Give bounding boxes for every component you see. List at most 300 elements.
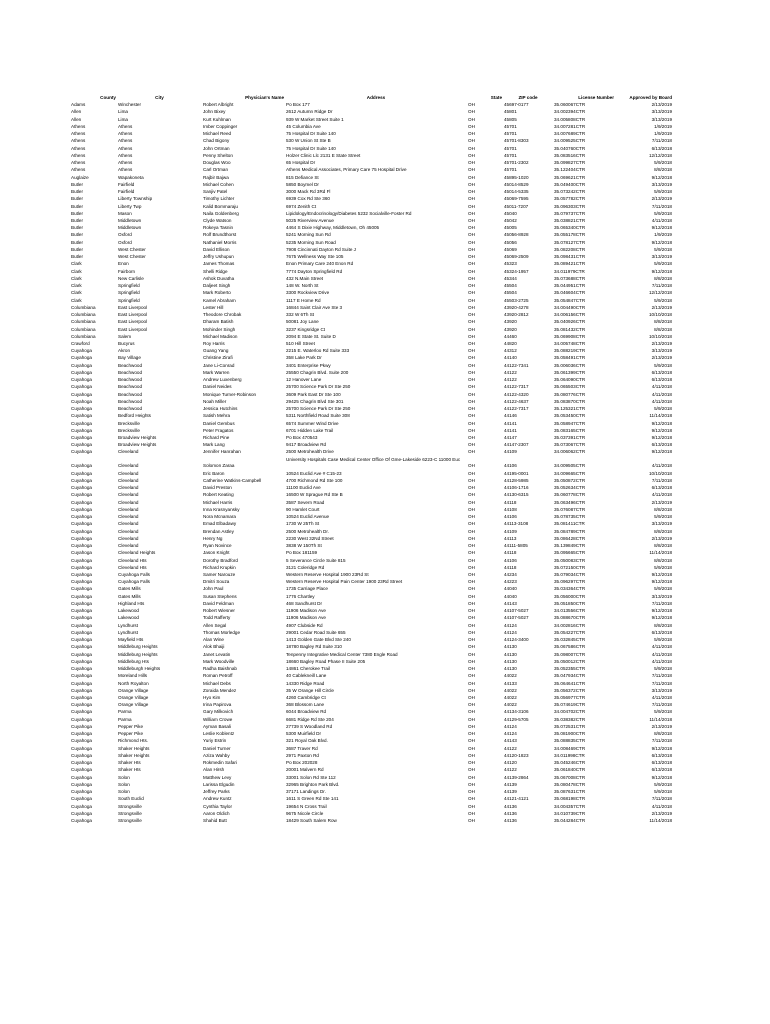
physician-cell: Mark Woodville bbox=[203, 658, 235, 664]
approved-cell: 11/14/2018 bbox=[649, 413, 672, 419]
license-cell: 35.058491CTR bbox=[554, 355, 586, 361]
physician-cell: Dharam Batish bbox=[203, 319, 234, 325]
table-row bbox=[70, 781, 673, 788]
state-cell: OH bbox=[468, 492, 475, 498]
approved-cell: 9/12/2018 bbox=[651, 174, 672, 180]
license-cell: 35.034364CTR bbox=[554, 586, 586, 592]
city-cell: Athens bbox=[118, 152, 133, 158]
physician-cell: Aaron Oldich bbox=[203, 810, 230, 816]
license-cell: 35.081432CTR bbox=[554, 326, 586, 332]
state-cell: OH bbox=[468, 622, 475, 628]
state-cell: OH bbox=[468, 246, 475, 252]
table-row bbox=[70, 680, 673, 687]
physician-cell: Henry Ng bbox=[203, 535, 223, 541]
physician-cell: Brendan Astley bbox=[203, 528, 234, 534]
zip-cell: 44147 bbox=[504, 435, 517, 441]
physician-cell: Robert Keating bbox=[203, 492, 234, 498]
zip-cell: 44108 bbox=[504, 506, 517, 512]
address-cell: 10524 Euclid Avenue bbox=[286, 514, 330, 520]
city-cell: Beachwood bbox=[118, 377, 143, 383]
address-cell: Po Box 202028 bbox=[286, 760, 318, 766]
city-cell: West Chester bbox=[118, 246, 146, 252]
approved-cell: 10/10/2018 bbox=[649, 470, 672, 476]
county-cell: Cuyahoga bbox=[71, 435, 92, 441]
city-cell: Middleburg Hts bbox=[118, 658, 149, 664]
state-cell: OH bbox=[468, 543, 475, 549]
county-cell: Adams bbox=[71, 102, 86, 108]
city-cell: Cleveland bbox=[118, 449, 139, 455]
physician-cell: Naila Goldenberg bbox=[203, 210, 239, 216]
license-cell: 35.098007CTR bbox=[554, 651, 586, 657]
address-cell: 3587 Severn Road bbox=[286, 499, 325, 505]
zip-cell: 44022 bbox=[504, 702, 517, 708]
address-cell: 7774 Dayton Springfield Rd bbox=[286, 268, 343, 274]
city-cell: Bay Village bbox=[118, 355, 141, 361]
approved-cell: 9/12/2018 bbox=[651, 239, 672, 245]
table-row bbox=[70, 607, 673, 614]
address-cell: 75 Hospital Dr Suite 140 bbox=[286, 131, 336, 137]
county-cell: Cuyahoga bbox=[71, 499, 92, 505]
table-row bbox=[70, 795, 673, 802]
state-cell: OH bbox=[468, 261, 475, 267]
county-cell: Cuyahoga bbox=[71, 369, 92, 375]
physician-cell: Allen Segal bbox=[203, 622, 227, 628]
state-cell: OH bbox=[468, 789, 475, 795]
approved-cell: 2/13/2019 bbox=[651, 810, 672, 816]
zip-cell: 45069-2509 bbox=[504, 254, 529, 260]
license-cell: 35.050012CTR bbox=[554, 658, 586, 664]
state-cell: OH bbox=[468, 406, 475, 412]
header-license: License Number bbox=[578, 95, 614, 100]
address-cell: 2230 West 32Nd Street bbox=[286, 535, 334, 541]
zip-cell: 43920-4278 bbox=[504, 304, 529, 310]
physician-cell: Leslie Koblentz bbox=[203, 731, 235, 737]
physician-cell: Clyde Watson bbox=[203, 217, 232, 223]
approved-cell: 4/11/2018 bbox=[651, 694, 672, 700]
zip-cell: 45701 bbox=[504, 167, 517, 173]
license-cell: 35.088835CTR bbox=[554, 738, 586, 744]
approved-cell: 5/9/2018 bbox=[654, 160, 672, 166]
physician-cell: David Preston bbox=[203, 485, 232, 491]
city-cell: Shaker Heights bbox=[118, 745, 150, 751]
approved-cell: 11/14/2018 bbox=[649, 716, 672, 722]
approved-cell: 9/12/2018 bbox=[651, 579, 672, 585]
approved-cell: 7/11/2018 bbox=[651, 673, 672, 679]
table-row bbox=[70, 311, 673, 318]
table-row bbox=[70, 499, 673, 506]
city-cell: Springfield bbox=[118, 290, 140, 296]
table-row bbox=[70, 629, 673, 636]
county-cell: Columbiana bbox=[71, 304, 96, 310]
physician-cell: Irina Papirova bbox=[203, 702, 232, 708]
license-cell: 34.005748CTR bbox=[554, 340, 586, 346]
table-row bbox=[70, 513, 673, 520]
license-cell: 35.064641CTR bbox=[554, 680, 586, 686]
address-cell: Holzer Clinic Llc 2131 E State Street bbox=[286, 152, 361, 158]
physician-cell: Cynthia Taylor bbox=[203, 803, 233, 809]
zip-cell: 44122-7317 bbox=[504, 384, 529, 390]
physician-cell: Jennifer Hanrahan bbox=[203, 449, 241, 455]
approved-cell: 9/12/2018 bbox=[651, 774, 672, 780]
table-row bbox=[70, 347, 673, 354]
table-row bbox=[70, 701, 673, 708]
state-cell: OH bbox=[468, 239, 475, 245]
city-cell: Cleveland Hts bbox=[118, 557, 147, 563]
physician-cell: Mark Roberto bbox=[203, 290, 231, 296]
county-cell: Cuyahoga bbox=[71, 535, 92, 541]
zip-cell: 45056 bbox=[504, 239, 517, 245]
state-cell: OH bbox=[468, 752, 475, 758]
state-cell: OH bbox=[468, 694, 475, 700]
address-cell: 368 Blossom Lane bbox=[286, 702, 325, 708]
state-cell: OH bbox=[468, 535, 475, 541]
approved-cell: 6/13/2018 bbox=[651, 442, 672, 448]
county-cell: Cuyahoga bbox=[71, 687, 92, 693]
address-cell: Po Box 470543 bbox=[286, 435, 318, 441]
license-cell: 35.065503CTR bbox=[554, 384, 586, 390]
county-cell: Cuyahoga bbox=[71, 752, 92, 758]
license-cell: 35.068198CTR bbox=[554, 796, 586, 802]
zip-cell: 45344 bbox=[504, 275, 517, 281]
state-cell: OH bbox=[468, 304, 475, 310]
zip-cell: 44111-5805 bbox=[504, 543, 528, 549]
county-cell: Cuyahoga bbox=[71, 651, 92, 657]
zip-cell: 44106 bbox=[504, 463, 517, 469]
license-cell: 35.058947CTR bbox=[554, 420, 586, 426]
approved-cell: 9/12/2018 bbox=[651, 427, 672, 433]
zip-cell: 45504 bbox=[504, 283, 517, 289]
address-cell: 37171 Landings Dr. bbox=[286, 789, 326, 795]
physician-cell: Monique Turner-Robinson bbox=[203, 391, 257, 397]
table-row bbox=[70, 535, 673, 542]
physician-cell: Catherine Watkins-Campbell bbox=[203, 477, 262, 483]
physician-cell: Nathaniel Morris bbox=[203, 239, 237, 245]
table-row bbox=[70, 549, 673, 556]
address-cell: 3000 Mack Rd 3Rd Fl bbox=[286, 189, 331, 195]
physician-cell: Dmitri Souza bbox=[203, 579, 230, 585]
physician-cell: Shahid Butt bbox=[203, 817, 227, 823]
state-cell: OH bbox=[468, 716, 475, 722]
approved-cell: 5/9/2018 bbox=[654, 362, 672, 368]
table-body bbox=[70, 101, 673, 824]
approved-cell: 6/13/2018 bbox=[651, 760, 672, 766]
city-cell: Gates Mills bbox=[118, 586, 141, 592]
zip-cell: 44122-7317 bbox=[504, 406, 529, 412]
city-cell: Beachwood bbox=[118, 362, 143, 368]
license-cell: 35.080776CTR bbox=[554, 391, 586, 397]
state-cell: OH bbox=[468, 477, 475, 483]
city-cell: Wapakoneta bbox=[118, 174, 144, 180]
approved-cell: 3/13/2019 bbox=[651, 109, 672, 115]
physician-cell: Mark Warren bbox=[203, 369, 230, 375]
state-cell: OH bbox=[468, 391, 475, 397]
county-cell: Cuyahoga bbox=[71, 586, 92, 592]
address-cell: 19654 N Cross Trail bbox=[286, 803, 327, 809]
physician-table bbox=[70, 94, 673, 824]
state-cell: OH bbox=[468, 499, 475, 505]
address-cell: Enon Primary Care 240 Enon Rd bbox=[286, 261, 354, 267]
physician-cell: Kamel Abraham bbox=[203, 297, 236, 303]
county-cell: Cuyahoga bbox=[71, 637, 92, 643]
city-cell: Pepper Pike bbox=[118, 731, 144, 737]
approved-cell: 4/11/2018 bbox=[651, 644, 672, 650]
table-row bbox=[70, 745, 673, 752]
zip-cell: 44040 bbox=[504, 586, 517, 592]
state-cell: OH bbox=[468, 152, 475, 158]
state-cell: OH bbox=[468, 225, 475, 231]
physician-cell: Daljeet Singh bbox=[203, 283, 231, 289]
city-cell: East Liverpool bbox=[118, 304, 148, 310]
approved-cell: 1/9/2019 bbox=[654, 123, 672, 129]
physician-cell: Lester Hill bbox=[203, 304, 224, 310]
state-cell: OH bbox=[468, 629, 475, 635]
physician-cell: Mark Lang bbox=[203, 442, 225, 448]
header-row bbox=[70, 94, 673, 101]
county-cell: Cuyahoga bbox=[71, 572, 92, 577]
city-cell: East Liverpool bbox=[118, 326, 148, 332]
state-cell: OH bbox=[468, 449, 475, 455]
table-row bbox=[70, 318, 673, 325]
physician-cell: Michael Reed bbox=[203, 131, 232, 137]
state-cell: OH bbox=[468, 377, 475, 383]
table-row bbox=[70, 246, 673, 253]
state-cell: OH bbox=[468, 123, 475, 129]
address-cell: 5850 Boymel Dr bbox=[286, 181, 319, 187]
table-row bbox=[70, 130, 673, 137]
table-row bbox=[70, 297, 673, 304]
license-cell: 35.053450CTR bbox=[554, 413, 586, 419]
license-cell: 35.069908CTR bbox=[554, 333, 586, 339]
physician-cell: Michael Madison bbox=[203, 333, 238, 339]
city-cell: Lyndhurst bbox=[118, 622, 139, 628]
license-cell: 35.122404CTR bbox=[554, 167, 586, 173]
physician-cell: Jane Li-Conrad bbox=[203, 362, 235, 368]
table-row bbox=[70, 166, 673, 173]
license-cell: 35.044951CTR bbox=[554, 283, 586, 289]
approved-cell: 5/9/2018 bbox=[654, 781, 672, 787]
physician-cell: Richard Krupkin bbox=[203, 564, 236, 570]
city-cell: Cleveland bbox=[118, 521, 139, 527]
approved-cell: 1/9/2019 bbox=[654, 131, 672, 137]
zip-cell: 44106 bbox=[504, 557, 517, 563]
approved-cell: 2/13/2019 bbox=[651, 723, 672, 729]
license-cell: 35.056977CTR bbox=[554, 694, 586, 700]
license-cell: 34.006062CTR bbox=[554, 449, 586, 455]
license-cell: 35.067586CTR bbox=[554, 644, 586, 650]
zip-cell: 45040 bbox=[504, 210, 517, 216]
city-cell: North Royalton bbox=[118, 680, 149, 686]
city-cell: Pepper Pike bbox=[118, 723, 144, 729]
state-cell: OH bbox=[468, 203, 475, 209]
county-cell: Cuyahoga bbox=[71, 449, 92, 455]
county-cell: Butler bbox=[71, 254, 84, 260]
approved-cell: 3/13/2019 bbox=[651, 348, 672, 354]
zip-cell: 44040 bbox=[504, 593, 517, 599]
county-cell: Clark bbox=[71, 275, 82, 281]
license-cell: 34.002816CTR bbox=[554, 622, 586, 628]
license-cell: 35.088670CTR bbox=[554, 615, 586, 621]
approved-cell: 4/11/2018 bbox=[651, 217, 672, 223]
physician-cell: Daniel Turner bbox=[203, 745, 231, 751]
county-cell: Cuyahoga bbox=[71, 723, 92, 729]
state-cell: OH bbox=[468, 564, 475, 570]
approved-cell: 5/9/2018 bbox=[654, 789, 672, 795]
zip-cell: 44109 bbox=[504, 528, 517, 534]
zip-cell: 44118 bbox=[504, 564, 517, 570]
address-cell: 3121 Coleridge Rd bbox=[286, 564, 325, 570]
city-cell: Lyndhurst bbox=[118, 629, 139, 635]
license-cell: 35.064090CTR bbox=[554, 377, 586, 383]
table-row bbox=[70, 600, 673, 607]
table-row bbox=[70, 774, 673, 781]
address-cell: 9675 Nicole Circle bbox=[286, 810, 324, 816]
header-address: Address bbox=[366, 95, 386, 100]
physician-cell: Larissa Elgudin bbox=[203, 781, 235, 787]
approved-cell: 7/11/2018 bbox=[651, 702, 672, 708]
zip-cell: 44140 bbox=[504, 355, 517, 361]
table-row bbox=[70, 593, 673, 600]
zip-cell: 44107-5027 bbox=[504, 608, 529, 614]
license-cell: 35.051850CTR bbox=[554, 600, 586, 606]
state-cell: OH bbox=[468, 680, 475, 686]
zip-cell: 44130 bbox=[504, 644, 517, 650]
state-cell: OH bbox=[468, 521, 475, 527]
header-zip: ZIP code bbox=[518, 95, 538, 100]
physician-cell: Daniel Neides bbox=[203, 384, 232, 390]
address-cell: 16500 W Sprague Rd Ste B bbox=[286, 492, 343, 498]
license-cell: 35.060067CTR bbox=[554, 102, 586, 108]
zip-cell: 44124 bbox=[504, 629, 517, 635]
physician-cell: Richard Pine bbox=[203, 435, 230, 441]
city-cell: Mason bbox=[118, 210, 132, 216]
header-approved: Approved by Board bbox=[629, 95, 672, 100]
physician-cell: Inna Krasnyansky bbox=[203, 506, 240, 512]
state-cell: OH bbox=[468, 384, 475, 390]
zip-cell: 44130 bbox=[504, 666, 517, 672]
license-cell: 35.050083CTR bbox=[554, 557, 586, 563]
address-cell: 9417 Broadview Rd bbox=[286, 442, 327, 448]
approved-cell: 9/12/2018 bbox=[651, 449, 672, 455]
state-cell: OH bbox=[468, 709, 475, 715]
table-row bbox=[70, 340, 673, 347]
state-cell: OH bbox=[468, 181, 475, 187]
approved-cell: 12/12/2018 bbox=[649, 152, 672, 158]
city-cell: Cleveland bbox=[118, 492, 139, 498]
state-cell: OH bbox=[468, 600, 475, 606]
city-cell: Cleveland bbox=[118, 506, 139, 512]
physician-cell: Rajbir Bajwa bbox=[203, 174, 229, 180]
address-cell: Athens Medical Associates, Primary Care 75 Hospital Drive bbox=[286, 167, 407, 173]
physician-cell: John Ortman bbox=[203, 145, 230, 151]
county-cell: Cuyahoga bbox=[71, 528, 92, 534]
table-row bbox=[70, 434, 673, 441]
address-cell: Lipidology/Endocrinology/Diabetes 5232 Socialville-Foster Rd bbox=[286, 210, 412, 216]
physician-cell: Ashok Duvatha bbox=[203, 275, 235, 281]
county-cell: Cuyahoga bbox=[71, 543, 92, 549]
zip-cell: 44128-5985 bbox=[504, 477, 529, 483]
county-cell: Cuyahoga bbox=[71, 362, 92, 368]
zip-cell: 44124-3400 bbox=[504, 637, 529, 643]
physician-cell: William Crowe bbox=[203, 716, 233, 722]
approved-cell: 4/11/2018 bbox=[651, 658, 672, 664]
physician-cell: John Paul bbox=[203, 586, 224, 592]
address-cell: 40 Cablekneill Lane bbox=[286, 673, 327, 679]
county-cell: Cuyahoga bbox=[71, 817, 92, 823]
zip-cell: 44118 bbox=[504, 550, 517, 556]
physician-cell: Penny Shelton bbox=[203, 152, 233, 158]
table-row bbox=[70, 108, 673, 115]
address-cell: Po Box 177 bbox=[286, 102, 310, 108]
table-row bbox=[70, 564, 673, 571]
address-cell: 3838 W 150Th St bbox=[286, 543, 322, 549]
zip-cell: 44129-5705 bbox=[504, 716, 529, 722]
table-row bbox=[70, 441, 673, 448]
address-cell: 45 Columbia Ave bbox=[286, 123, 321, 129]
physician-cell: Carl Ortman bbox=[203, 167, 229, 173]
county-cell: Athens bbox=[71, 152, 86, 158]
approved-cell: 6/13/2018 bbox=[651, 145, 672, 151]
county-cell: Cuyahoga bbox=[71, 406, 92, 412]
zip-cell: 44022 bbox=[504, 673, 517, 679]
zip-cell: 43920 bbox=[504, 319, 517, 325]
county-cell: Cuyahoga bbox=[71, 796, 92, 802]
approved-cell: 5/9/2018 bbox=[654, 246, 672, 252]
license-cell: 35.076087CTR bbox=[554, 506, 586, 512]
county-cell: Cuyahoga bbox=[71, 767, 92, 773]
license-cell: 35.079737CTR bbox=[554, 210, 586, 216]
county-cell: Butler bbox=[71, 239, 84, 245]
zip-cell: 44143 bbox=[504, 600, 517, 606]
table-row bbox=[70, 137, 673, 144]
approved-cell: 7/11/2018 bbox=[651, 138, 672, 144]
city-cell: Lima bbox=[118, 109, 128, 115]
zip-cell: 43920 bbox=[504, 326, 517, 332]
zip-cell: 44022 bbox=[504, 687, 517, 693]
state-cell: OH bbox=[468, 781, 475, 787]
zip-cell: 44136 bbox=[504, 803, 517, 809]
zip-cell: 44124 bbox=[504, 723, 517, 729]
address-cell: 6974 Zenith Ct bbox=[286, 203, 317, 209]
license-cell: 35.081411CTR bbox=[554, 521, 585, 527]
zip-cell: 44147-2307 bbox=[504, 442, 529, 448]
license-cell: 35.073688CTR bbox=[554, 275, 586, 281]
county-cell: Cuyahoga bbox=[71, 731, 92, 737]
county-cell: Cuyahoga bbox=[71, 622, 92, 628]
county-cell: Allen bbox=[71, 116, 82, 122]
zip-cell: 45323 bbox=[504, 261, 517, 267]
address-cell: 1730 W 25Th St bbox=[286, 521, 320, 527]
approved-cell: 8/8/2018 bbox=[654, 506, 672, 512]
approved-cell: 6/13/2018 bbox=[651, 369, 672, 375]
state-cell: OH bbox=[468, 268, 475, 274]
physician-cell: Theodore Chrobak bbox=[203, 312, 242, 318]
table-row bbox=[70, 152, 673, 159]
address-cell: 18660 Bagley Road Phase II Suite 205 bbox=[286, 658, 366, 664]
table-row bbox=[70, 231, 673, 238]
license-cell: 35.047934CTR bbox=[554, 673, 586, 679]
city-cell: Strongsville bbox=[118, 803, 142, 809]
county-cell: Cuyahoga bbox=[71, 644, 92, 650]
license-cell: 35.054847CTR bbox=[554, 297, 586, 303]
county-cell: Cuyahoga bbox=[71, 348, 92, 354]
county-cell: Allen bbox=[71, 109, 82, 115]
address-cell: 332 W 6Th St bbox=[286, 312, 315, 318]
address-cell: Po Box 181159 bbox=[286, 550, 318, 556]
license-cell: 35.056372CTR bbox=[554, 687, 586, 693]
county-cell: Clark bbox=[71, 261, 82, 267]
table-row bbox=[70, 520, 673, 527]
zip-cell: 45056-8928 bbox=[504, 232, 529, 238]
